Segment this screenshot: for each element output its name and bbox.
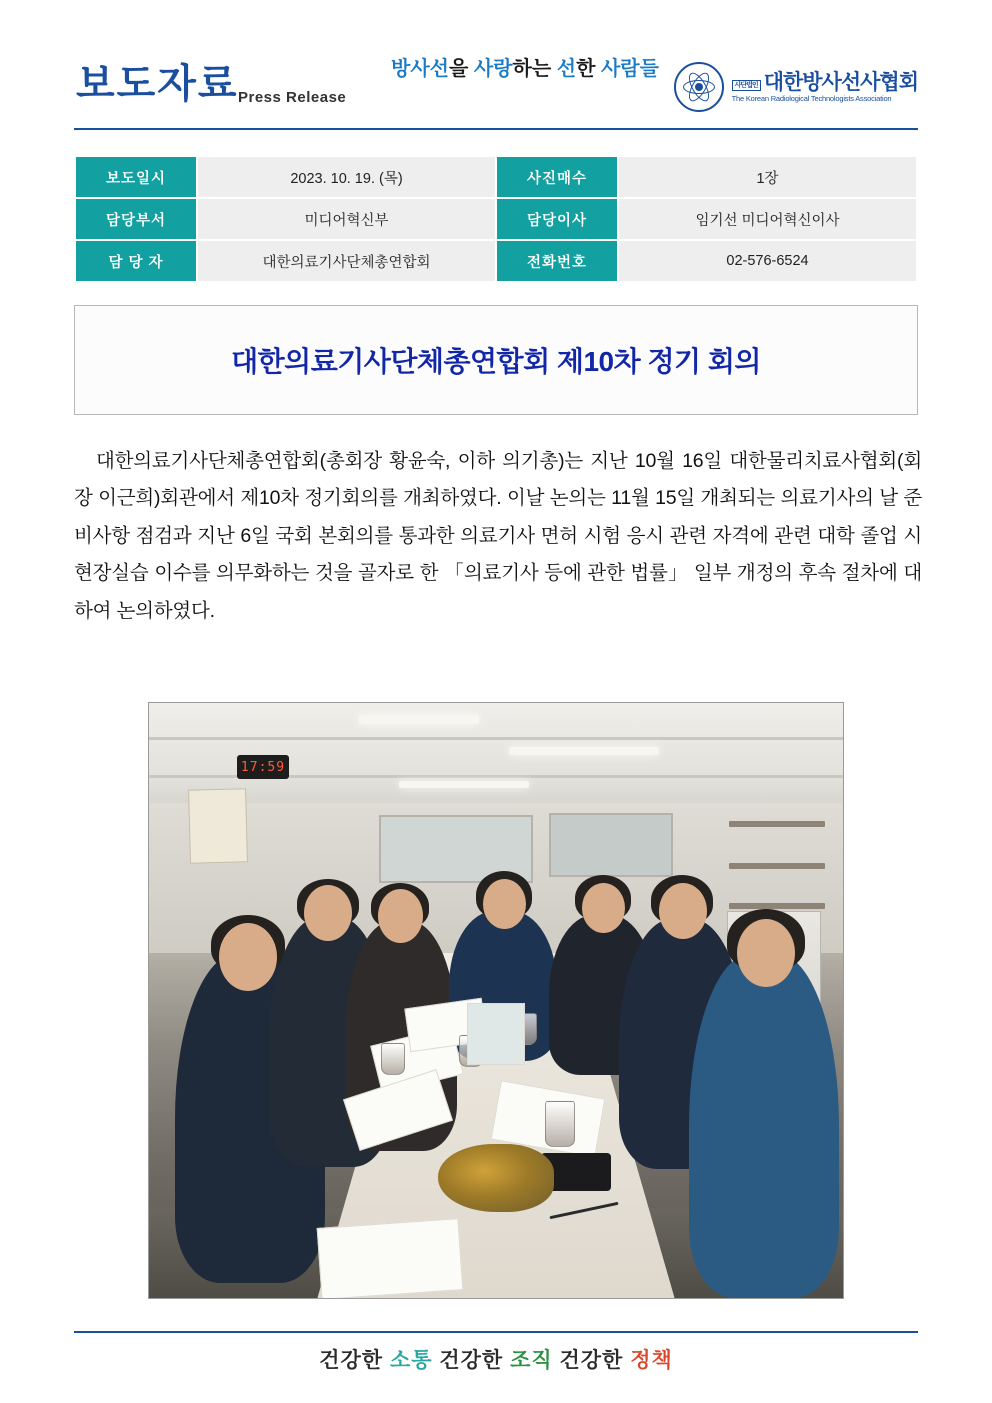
photo-shelf xyxy=(729,903,825,909)
label-contact-person: 담 당 자 xyxy=(75,240,197,282)
association-badge: 사단법인 xyxy=(732,80,761,91)
association-name-english: The Korean Radiological Technologists Association xyxy=(731,93,892,103)
photo-person-head xyxy=(219,923,277,991)
photo-window xyxy=(549,813,673,877)
header-divider-rule xyxy=(74,128,918,130)
label-report-date: 보도일시 xyxy=(75,156,197,198)
association-text-block xyxy=(732,71,918,104)
label-phone-number: 전화번호 xyxy=(496,240,618,282)
slogan-segment-4: 하는 xyxy=(512,58,557,80)
footer-slogan-part-1: 건강한 xyxy=(319,1349,384,1372)
association-name-korean xyxy=(732,71,918,95)
label-department: 담당부서 xyxy=(75,198,197,240)
photo-ceiling-light xyxy=(399,781,529,788)
photo-document xyxy=(317,1218,464,1298)
value-director: 임기선 미디어혁신이사 xyxy=(618,198,917,240)
photo-wall-poster xyxy=(188,788,248,863)
label-director: 담당이사 xyxy=(496,198,618,240)
photo-ceiling-light xyxy=(509,747,659,755)
slogan-segment-3: 사랑 xyxy=(473,58,513,80)
value-photo-count: 1장 xyxy=(618,156,917,198)
footer-slogan-part-4: 조직 xyxy=(510,1349,553,1372)
table-row xyxy=(75,240,917,282)
photo-tissue-box xyxy=(467,1003,525,1065)
value-phone-number: 02-576-6524 xyxy=(618,240,917,282)
footer-slogan-part-5: 건강한 xyxy=(559,1349,624,1372)
photo-drink-cup xyxy=(381,1043,405,1075)
body-paragraph: 대한의료기사단체총연합회(총회장 황윤숙, 이하 의기총)는 지난 10월 16일 대한물리치료사협회(회장 이근희)회관에서 제10차 정기회의를 개최하였다. 이날 논의는 11월 15일 개최되는 의료기사의 날 준비사항 점검과 지난 6일 국회 본회의를 통과한 의료기사 면허 시험 응시 관련 자격에 관련 대학 졸업 시 현장실습 이수를 의무화하는 것을 골자로 한 「의료기사 등에 관한 법률」 일부 개정의 후속 절차에 대하여 논의하였다. xyxy=(74,450,922,622)
press-release-logo-korean: 보도자료 xyxy=(76,62,239,106)
slogan-segment-5: 선 xyxy=(556,58,577,80)
association-name-korean-text: 대한방사선사협회 xyxy=(763,70,918,94)
photo-ceiling-light xyxy=(359,715,479,724)
slogan-segment-7: 사람들 xyxy=(600,58,659,80)
footer-slogan-part-2: 소통 xyxy=(389,1349,433,1372)
title-box xyxy=(74,305,918,415)
photo-person-head xyxy=(378,889,423,943)
photo-person-head xyxy=(483,879,526,929)
header-slogan xyxy=(385,58,665,80)
value-report-date: 2023. 10. 19. (목) xyxy=(197,156,496,198)
press-release-logo-english: Press Release xyxy=(238,89,347,106)
value-contact-person: 대한의료기사단체총연합회 xyxy=(197,240,496,282)
slogan-segment-2: 을 xyxy=(449,58,474,80)
meeting-photo-content xyxy=(149,703,843,1298)
photo-person-head xyxy=(304,885,352,941)
atom-emblem-icon xyxy=(674,62,724,112)
footer-slogan-part-6: 정책 xyxy=(630,1349,673,1372)
footer-slogan-part-3: 건강한 xyxy=(439,1349,504,1372)
association-logo xyxy=(674,62,918,112)
value-department: 미디어혁신부 xyxy=(197,198,496,240)
meeting-photo xyxy=(148,702,844,1299)
table-row xyxy=(75,156,917,198)
photo-wall-clock: 17:59 xyxy=(237,755,289,779)
photo-person-head xyxy=(582,883,625,933)
slogan-segment-1: 방사선 xyxy=(391,58,450,80)
photo-shelf xyxy=(729,863,825,869)
document-header xyxy=(0,0,992,118)
press-info-table xyxy=(74,155,918,283)
page-title: 대한의료기사단체총연합회 제10차 정기 회의 xyxy=(231,346,761,377)
photo-person-head xyxy=(659,883,707,939)
photo-snack-wrapper xyxy=(438,1144,554,1212)
slogan-segment-6: 한 xyxy=(576,58,601,80)
photo-person xyxy=(689,953,839,1298)
label-photo-count: 사진매수 xyxy=(496,156,618,198)
table-row xyxy=(75,198,917,240)
footer-divider-rule xyxy=(74,1331,918,1333)
photo-person-head xyxy=(737,919,795,987)
photo-ceiling-line xyxy=(149,737,843,740)
footer-slogan xyxy=(0,1344,992,1374)
photo-shelf xyxy=(729,821,825,827)
photo-drink-cup xyxy=(545,1101,575,1147)
